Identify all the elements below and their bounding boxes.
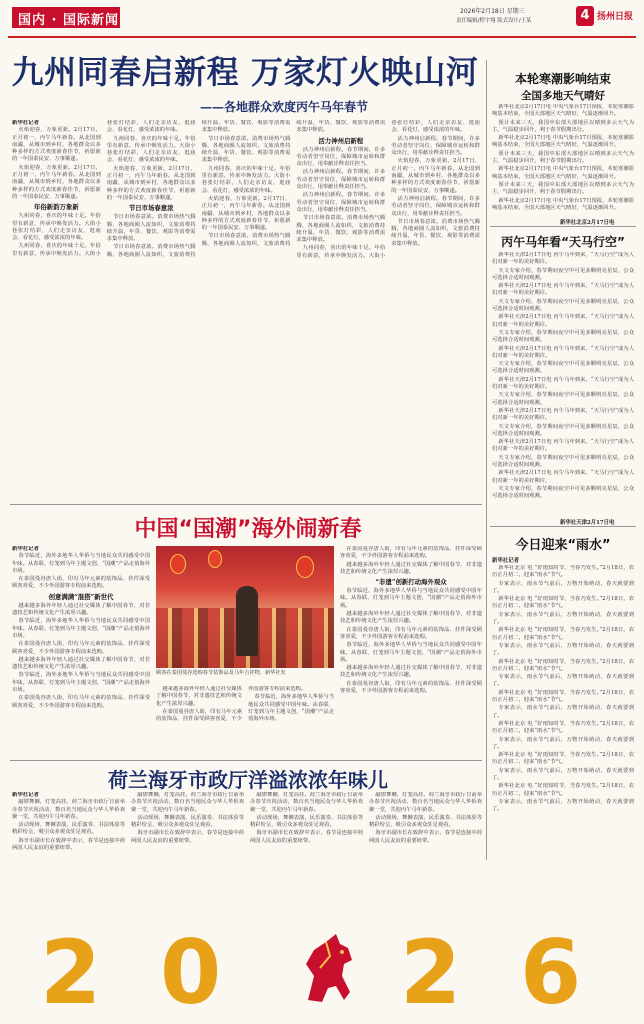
chaoguo-headline: 中国“国潮”海外闹新春 [134, 517, 362, 542]
lead-paragraph: 九州同春，喜庆的年味十足。年俗里有新意，传承中焕发活力。大街小巷张灯结彩，人们走亲访友、逛庙会、看花灯，感受浓浓的年味。 [296, 120, 480, 259]
rain-paragraph: 新华社北京 电 “好雨知时节，当春乃发生。”2月18日，农历正月初二，迎来“雨水”节气。 [492, 627, 634, 641]
chaoguo-paragraph: 越来越多海外年轻人通过社交媒体了解中国春节，对非遗技艺和传统文化产生浓厚兴趣。 [12, 656, 150, 671]
dutch-paragraph: 海牙市副市长在致辞中表示，春节是连接中荷两国人民友谊的重要纽带。 [369, 830, 482, 844]
weather-byline: 新华社北京2月17日电 [560, 220, 615, 226]
lead-paragraph: 火焰迎春，万象更新。2月17日，正月初一，丙午马年新春。从北国到南疆，从城市到乡村，各地群众以多种多样的方式欢度新春佳节，祈愿新的一年国泰民安、万事顺遂。 [12, 127, 101, 163]
horse-paragraph: 天文专家介绍，春节期间夜空中可见多颗明亮星辰，公众可选择合适时间观测。 [492, 298, 634, 313]
horse-paragraph: 新华社天津2月17日电 丙午马年到来，“天马行空”成为人们对新一年的美好期许。 [492, 470, 634, 484]
lead-paragraph: 活力神州启新程。春节期间，许多劳动者坚守岗位，保障城市运转和群众出行，用奉献诠释责任担当。 [296, 169, 386, 191]
horse-paragraph: 天文专家介绍，春节期间夜空中可见多颗明亮星辰，公众可选择合适时间观测。 [492, 267, 634, 281]
issue-date: 2026年2月18日 星期三 [460, 8, 525, 15]
horse-paragraph: 天文专家介绍，春节期间夜空中可见多颗明亮星辰，公众可选择合适时间观测。 [492, 329, 634, 344]
chaoguo-paragraph: 在泰国曼谷唐人街，印有马年元素的装饰品、挂件深受顾客喜爱，不少外国游客专程前来选购。 [12, 576, 150, 590]
weather-paragraph: 预计未来三天，我国中东部大部地区以晴到多云天气为主，气温稳步回升，利于春节假期出行。 [492, 119, 634, 133]
lead-paragraph: 火焰迎春，万象更新。2月17日，正月初一，丙午马年新春。从北国到南疆，从城市到乡村，各地群众以多种多样的方式欢度新春佳节，祈愿新的一年国泰民安、万事顺遂。 [391, 158, 480, 194]
dutch-headline: 荷兰海牙市政厅洋溢浓浓年味儿 [108, 768, 388, 792]
rain-paragraph: 专家表示，雨水节气前后，万物开始萌动，春天就要到了。 [492, 674, 634, 688]
section-title: 国内 · 国际新闻 [18, 13, 119, 28]
rain-paragraph: 专家表示，雨水节气前后，万物开始萌动，春天就要到了。 [492, 736, 634, 750]
chaoguo-paragraph: 在泰国曼谷唐人街，印有马年元素的装饰品、挂件深受顾客喜爱，不少外国游客专程前来选购。 [12, 641, 150, 655]
lead-paragraph: 节日市场春意浓。消费市场热气腾腾，各地商圈人流如织，文旅消费持续升温，年货、餐饮、观影等消费需求集中释放。 [106, 120, 291, 258]
rain-paragraph: 专家表示，雨水节气前后，万物开始萌动，春天就要到了。 [492, 642, 634, 657]
horse-headline: 丙午马年看“天马行空” [501, 235, 625, 249]
horse-paragraph: 天文专家介绍，春节期间夜空中可见多颗明亮星辰，公众可选择合适时间观测。 [492, 454, 634, 469]
rain-paragraph: 新华社北京 电 “好雨知时节，当春乃发生。”2月18日，农历正月初二，迎来“雨水”节气。 [492, 565, 634, 579]
dutch-byline: 新华社记者 [12, 792, 39, 798]
lead-paragraph: 节日市场春意浓。消费市场热气腾腾，各地商圈人流如织，文旅消费持续升温，年货、餐饮、观影等消费需求集中释放。 [201, 120, 386, 247]
lead-paragraph: 活力神州启新程。春节期间，许多劳动者坚守岗位，保障城市运转和群众出行，用奉献诠释责任担当。 [296, 146, 386, 168]
chaoguo-paragraph: 在泰国曼谷唐人街，印有马年元素的装饰品、挂件深受顾客喜爱，不少外国游客专程前来选购。 [156, 686, 307, 723]
chaoguo-subhead: “非遗”创新打动海外观众 [375, 578, 447, 587]
lead-paragraph: 九州同春，喜庆的年味十足。年俗里有新意，传承中焕发活力。大街小巷张灯结彩，人们走亲访友、逛庙会、看花灯，感受浓浓的年味。 [106, 135, 196, 164]
lead-paragraph: 活力神州启新程。春节期间，许多劳动者坚守岗位，保障城市运转和群众出行，用奉献诠释责任担当。 [296, 192, 386, 213]
masthead-rule [8, 36, 636, 38]
horse-paragraph: 天文专家介绍，春节期间夜空中可见多颗明亮星辰，公众可选择合适时间观测。 [492, 423, 634, 437]
rain-paragraph: 新华社北京 电 “好雨知时节，当春乃发生。”2月18日，农历正月初二，迎来“雨水”节气。 [492, 689, 634, 704]
dutch-paragraph: 敲锣舞狮，灯笼高挂。荷兰海牙市政厅日前举办春节庆祝活动，数百名当地民众与华人华侨欢聚一堂，共迎丙午马年新春。 [131, 792, 244, 813]
lantern-icon [296, 556, 314, 578]
section-rule [10, 760, 482, 761]
chaoguo-paragraph: 春节临近，海外多地华人华侨与当地民众共同感受中国年味。从春联、灯笼到马年主题文创，“国潮”产品走俏海外市场。 [12, 618, 150, 639]
chaoguo-byline: 新华社记者 [12, 546, 39, 552]
lead-paragraph: 节日市场春意浓。消费市场热气腾腾，各地商圈人流如织，文旅消费持续升温，年货、餐饮、观影等消费需求集中释放。 [296, 215, 386, 244]
chaoguo-paragraph: 在泰国曼谷唐人街，印有马年元素的装饰品、挂件深受顾客喜爱，不少外国游客专程前来选购。 [340, 626, 482, 640]
rain-paragraph: 新华社北京 电 “好雨知时节，当春乃发生。”2月18日，农历正月初二，迎来“雨水”节气。 [492, 783, 634, 797]
chaoguo-paragraph: 在泰国曼谷唐人街，印有马年元素的装饰品、挂件深受顾客喜爱，不少外国游客专程前来选购。 [340, 546, 482, 560]
dutch-paragraph: 敲锣舞狮，灯笼高挂。荷兰海牙市政厅日前举办春节庆祝活动，数百名当地民众与华人华侨欢聚一堂，共迎丙午马年新春。 [250, 792, 363, 813]
horse-paragraph: 天文专家介绍，春节期间夜空中可见多颗明亮星辰，公众可选择合适时间观测。 [492, 485, 634, 500]
dutch-paragraph: 活动现场，舞狮表演、民乐演奏、书法体验等精彩纷呈，吸引众多观众驻足观看。 [131, 814, 244, 829]
editors-line: 责任编辑/程宇翔 版式设计/王某 [456, 18, 532, 24]
weather-headline: 本轮寒潮影响结束 [514, 72, 611, 86]
digit-6-decoration: 6 [520, 921, 582, 1024]
digit-2-decoration: 2 [40, 921, 102, 1024]
dutch-paragraph: 活动现场，舞狮表演、民乐演奏、书法体验等精彩纷呈，吸引众多观众驻足观看。 [250, 814, 363, 829]
dutch-paragraph: 海牙市副市长在致辞中表示，春节是连接中荷两国人民友谊的重要纽带。 [250, 830, 363, 844]
chaoguo-paragraph: 越来越多海外年轻人通过社交媒体了解中国春节，对非遗技艺和传统文化产生浓厚兴趣。 [156, 686, 242, 707]
digit-2-decoration: 2 [400, 921, 462, 1024]
rain-paragraph: 新华社北京 电 “好雨知时节，当春乃发生。”2月18日，农历正月初二，迎来“雨水”节气。 [492, 596, 634, 610]
rain-paragraph: 专家表示，雨水节气前后，万物开始萌动，春天就要到了。 [492, 611, 634, 626]
dutch-paragraph: 敲锣舞狮，灯笼高挂。荷兰海牙市政厅日前举办春节庆祝活动，数百名当地民众与华人华侨欢聚一堂，共迎丙午马年新春。 [12, 799, 125, 820]
weather-paragraph: 预计未来三天，我国中东部大部地区以晴到多云天气为主，气温稳步回升，利于春节假期出行。 [492, 150, 634, 165]
lead-paragraph: 九州同春，喜庆的年味十足。年俗里有新意，传承中焕发活力。大街小巷张灯结彩，人们走亲访友、逛庙会、看花灯，感受浓浓的年味。 [12, 120, 196, 257]
horse-paragraph: 新华社天津2月17日电 丙午马年到来，“天马行空”成为人们对新一年的美好期许。 [492, 439, 634, 453]
weather-article [492, 104, 634, 216]
section-rule [490, 226, 636, 227]
horse-paragraph: 新华社天津2月17日电 丙午马年到来，“天马行空”成为人们对新一年的美好期许。 [492, 283, 634, 297]
rain-article [492, 565, 634, 850]
weather-paragraph: 新华社北京2月17日电 中央气象台17日预报，本轮寒潮影响基本结束，全国大部地区天气晴好，气温逐渐回升。 [492, 104, 634, 118]
shopper-figure [236, 586, 258, 656]
rain-paragraph: 新华社北京 电 “好雨知时节，当春乃发生。”2月18日，农历正月初二，迎来“雨水”节气。 [492, 720, 634, 735]
dutch-paragraph: 海牙市副市长在致辞中表示，春节是连接中荷两国人民友谊的重要纽带。 [12, 837, 125, 852]
lead-article [12, 120, 480, 500]
photo-caption: 顾客在泰国曼谷选购春节装饰品及马年吉祥物。新华社发 [156, 670, 286, 676]
chaoguo-paragraph: 越来越多海外年轻人通过社交媒体了解中国春节，对非遗技艺和传统文化产生浓厚兴趣。 [340, 611, 482, 625]
horse-paragraph: 新华社天津2月17日电 丙午马年到来，“天马行空”成为人们对新一年的美好期许。 [492, 407, 634, 422]
lead-paragraph: 节日市场春意浓。消费市场热气腾腾，各地商圈人流如织，文旅消费持续升温，年货、餐饮、观影等消费需求集中释放。 [391, 218, 480, 247]
chaoguo-paragraph: 在泰国曼谷唐人街，印有马年元素的装饰品、挂件深受顾客喜爱，不少外国游客专程前来选购。 [340, 680, 482, 695]
rain-paragraph: 专家表示，雨水节气前后，万物开始萌动，春天就要到了。 [492, 798, 634, 813]
page-number-badge [576, 6, 594, 26]
rain-paragraph: 专家表示，雨水节气前后，万物开始萌动，春天就要到了。 [492, 580, 634, 594]
horse-paragraph: 新华社天津2月17日电 丙午马年到来，“天马行空”成为人们对新一年的美好期许。 [492, 345, 634, 359]
horse-icon [290, 930, 368, 1016]
lead-paragraph: 节日市场春意浓。消费市场热气腾腾，各地商圈人流如织，文旅消费持续升温，年货、餐饮、观影等消费需求集中释放。 [201, 135, 291, 164]
section-rule [10, 504, 482, 505]
dutch-paragraph: 海牙市副市长在致辞中表示，春节是连接中荷两国人民友谊的重要纽带。 [131, 830, 244, 844]
section-rule [490, 526, 636, 527]
chaoguo-lower-article [156, 686, 334, 754]
dutch-paragraph: 活动现场，舞狮表演、民乐演奏、书法体验等精彩纷呈，吸引众多观众驻足观看。 [12, 822, 125, 836]
chaoguo-paragraph: 春节临近，海外多地华人华侨与当地民众共同感受中国年味。从春联、灯笼到马年主题文创，“国潮”产品走俏海外市场。 [12, 553, 150, 574]
newspaper-brand: 扬州日报 [597, 12, 634, 22]
digit-0-decoration: 0 [160, 921, 222, 1024]
lead-subhead: 节日市场春意浓 [128, 204, 174, 213]
horse-paragraph: 天文专家介绍，春节期间夜空中可见多颗明亮星辰，公众可选择合适时间观测。 [492, 392, 634, 406]
rain-paragraph: 新华社北京 电 “好雨知时节，当春乃发生。”2月18日，农历正月初二，迎来“雨水”节气。 [492, 658, 634, 672]
rain-headline: 今日迎来“雨水” [515, 538, 611, 553]
chaoguo-paragraph: 春节临近，海外多地华人华侨与当地民众共同感受中国年味。从春联、灯笼到马年主题文创，“国潮”产品走俏海外市场。 [248, 694, 334, 723]
lead-paragraph: 火焰迎春，万象更新。2月17日，正月初一，丙午马年新春。从北国到南疆，从城市到乡村，各地群众以多种多样的方式欢度新春佳节，祈愿新的一年国泰民安、万事顺遂。 [106, 165, 196, 201]
lead-paragraph: 节日市场春意浓。消费市场热气腾腾，各地商圈人流如织，文旅消费持续升温，年货、餐饮、观影等消费需求集中释放。 [106, 214, 196, 243]
lantern-icon [208, 550, 222, 568]
chaoguo-paragraph: 在泰国曼谷唐人街，印有马年元素的装饰品、挂件深受顾客喜爱，不少外国游客专程前来选购。 [12, 695, 150, 709]
column-divider [486, 60, 487, 860]
horse-article [492, 252, 634, 517]
chaoguo-paragraph: 春节临近，海外多地华人华侨与当地民众共同感受中国年味。从春联、灯笼到马年主题文创，“国潮”产品走俏海外市场。 [340, 588, 482, 609]
horse-paragraph: 天文专家介绍，春节期间夜空中可见多颗明亮星辰，公众可选择合适时间观测。 [492, 361, 634, 375]
lantern-icon [170, 554, 186, 574]
market-photo [156, 546, 334, 668]
lead-headline: 九州同春启新程 万家灯火映山河 [11, 53, 479, 91]
chaoguo-paragraph: 越来越多海外年轻人通过社交媒体了解中国春节，对非遗技艺和传统文化产生浓厚兴趣。 [12, 602, 150, 617]
chaoguo-paragraph: 越来越多海外年轻人通过社交媒体了解中国春节，对非遗技艺和传统文化产生浓厚兴趣。 [340, 665, 482, 679]
chaoguo-left-article [12, 546, 150, 751]
rain-byline: 新华社记者 [492, 558, 519, 564]
weather-subheadline: 全国多地天气晴好 [521, 90, 605, 102]
section-banner [12, 7, 120, 28]
horse-paragraph: 新华社天津2月17日电 丙午马年到来，“天马行空”成为人们对新一年的美好期许。 [492, 376, 634, 391]
lead-paragraph: 火焰迎春，万象更新。2月17日，正月初一，丙午马年新春。从北国到南疆，从城市到乡村，各地群众以多种多样的方式欢度新春佳节，祈愿新的一年国泰民安、万事顺遂。 [12, 164, 101, 200]
horse-byline: 新华社天津2月17日电 [560, 520, 615, 526]
lead-paragraph: 活力神州启新程。春节期间，许多劳动者坚守岗位，保障城市运转和群众出行，用奉献诠释责任担当。 [391, 195, 480, 217]
lead-subhead: 年俗新韵万象新 [34, 203, 79, 212]
lead-paragraph: 九州同春，喜庆的年味十足。年俗里有新意，传承中焕发活力。大街小巷张灯结彩，人们走亲访友、逛庙会、看花灯，感受浓浓的年味。 [201, 165, 291, 194]
lead-paragraph: 火焰迎春，万象更新。2月17日，正月初一，丙午马年新春。从北国到南疆，从城市到乡村，各地群众以多种多样的方式欢度新春佳节，祈愿新的一年国泰民安、万事顺遂。 [201, 195, 291, 232]
weather-paragraph: 预计未来三天，我国中东部大部地区以晴到多云天气为主，气温稳步回升，利于春节假期出行。 [492, 181, 634, 196]
rain-paragraph: 专家表示，雨水节气前后，万物开始萌动，春天就要到了。 [492, 705, 634, 719]
lead-subhead: 活力神州启新程 [318, 136, 364, 145]
weather-paragraph: 新华社北京2月17日电 中央气象台17日预报，本轮寒潮影响基本结束，全国大部地区天气晴好，气温逐渐回升。 [492, 197, 634, 211]
lead-byline: 新华社记者 [12, 120, 39, 126]
horse-paragraph: 新华社天津2月17日电 丙午马年到来，“天马行空”成为人们对新一年的美好期许。 [492, 252, 634, 266]
footer-decoration [0, 922, 644, 1024]
chaoguo-paragraph: 春节临近，海外多地华人华侨与当地民众共同感受中国年味。从春联、灯笼到马年主题文创，“国潮”产品走俏海外市场。 [12, 672, 150, 694]
chaoguo-right-article [340, 546, 482, 756]
dutch-paragraph: 敲锣舞狮，灯笼高挂。荷兰海牙市政厅日前举办春节庆祝活动，数百名当地民众与华人华侨欢聚一堂，共迎丙午马年新春。 [369, 792, 482, 813]
chaoguo-paragraph: 春节临近，海外多地华人华侨与当地民众共同感受中国年味。从春联、灯笼到马年主题文创，“国潮”产品走俏海外市场。 [340, 642, 482, 663]
lead-subtitle: ——各地群众欢度丙午马年春节 [200, 100, 369, 114]
weather-paragraph: 新华社北京2月17日电 中央气象台17日预报，本轮寒潮影响基本结束，全国大部地区天气晴好，气温逐渐回升。 [492, 166, 634, 180]
weather-paragraph: 新华社北京2月17日电 中央气象台17日预报，本轮寒潮影响基本结束，全国大部地区天气晴好，气温逐渐回升。 [492, 135, 634, 149]
horse-paragraph: 新华社天津2月17日电 丙午马年到来，“天马行空”成为人们对新一年的美好期许。 [492, 314, 634, 328]
dutch-paragraph: 活动现场，舞狮表演、民乐演奏、书法体验等精彩纷呈，吸引众多观众驻足观看。 [369, 814, 482, 829]
masthead [0, 0, 644, 40]
dutch-article [12, 792, 482, 922]
lead-paragraph: 活力神州启新程。春节期间，许多劳动者坚守岗位，保障城市运转和群众出行，用奉献诠释责任担当。 [391, 135, 480, 157]
chaoguo-paragraph: 越来越多海外年轻人通过社交媒体了解中国春节，对非遗技艺和传统文化产生浓厚兴趣。 [340, 561, 482, 575]
page-number: 4 [580, 8, 590, 23]
lead-paragraph: 九州同春，喜庆的年味十足。年俗里有新意，传承中焕发活力。大街小巷张灯结彩，人们走亲访友、逛庙会、看花灯，感受浓浓的年味。 [12, 213, 101, 242]
rain-paragraph: 专家表示，雨水节气前后，万物开始萌动，春天就要到了。 [492, 767, 634, 782]
chaoguo-subhead: 创意满满“混搭”新世代 [48, 592, 114, 601]
rain-paragraph: 新华社北京 电 “好雨知时节，当春乃发生。”2月18日，农历正月初二，迎来“雨水”节气。 [492, 752, 634, 766]
